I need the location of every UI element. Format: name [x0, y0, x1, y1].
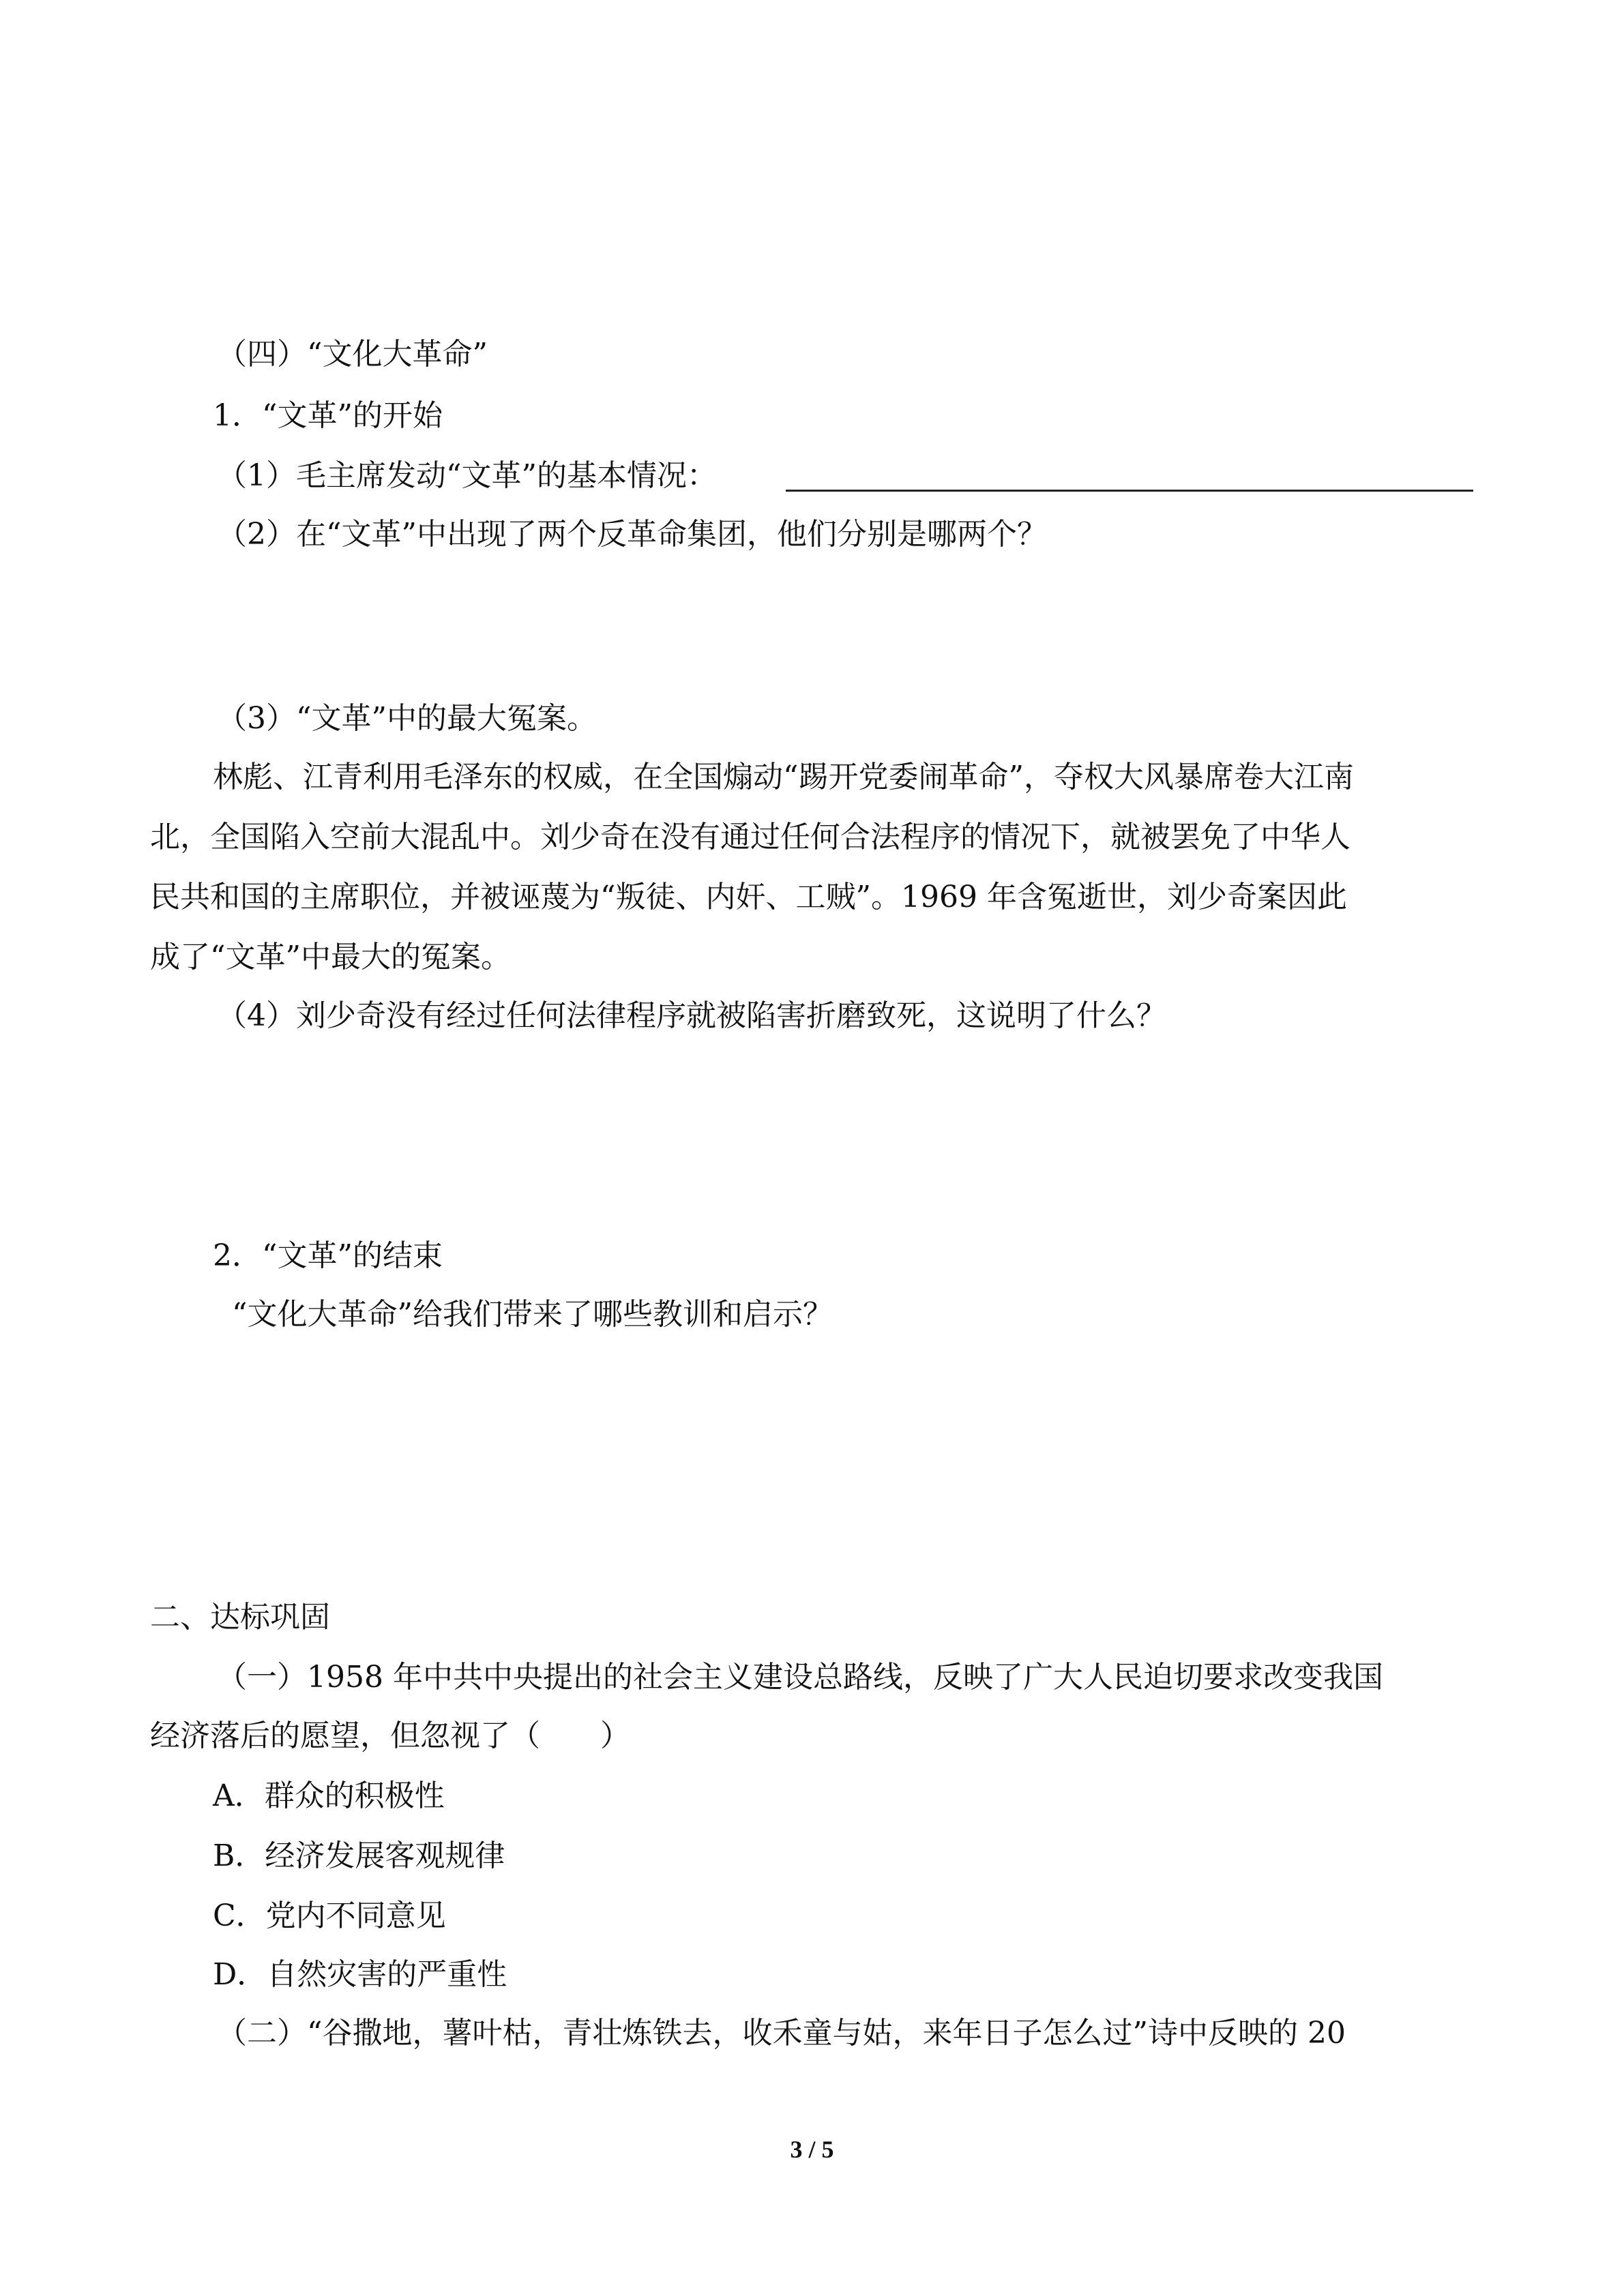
paragraph-line-3: 民共和国的主席职位，并被诬蔑为“叛徒、内奸、工贼”。1969 年含冤逝世，刘少奇案因此 [150, 880, 1347, 914]
option-b: B．经济发展客观规律 [213, 1838, 505, 1873]
paragraph-line-2: 北，全国陷入空前大混乱中。刘少奇在没有通过任何合法程序的情况下，就被罢免了中华人 [150, 820, 1350, 854]
question-3: （3）“文革”中的最大冤案。 [217, 701, 597, 736]
option-c: C．党内不同意见 [213, 1898, 446, 1933]
paragraph-line-4: 成了“文革”中最大的冤案。 [150, 940, 511, 974]
section-heading-practice: 二、达标巩固 [150, 1600, 330, 1635]
item-1-line-2: 经济落后的愿望，但忽视了（ ） [150, 1718, 630, 1753]
item-1-line-1: （一）1958 年中共中央提出的社会主义建设总路线，反映了广大人民迫切要求改变我国 [217, 1660, 1383, 1695]
paragraph-line-1: 林彪、江青利用毛泽东的权威，在全国煽动“踢开党委闹革命”，夺权大风暴席卷大江南 [213, 760, 1354, 794]
question-2: （2）在“文革”中出现了两个反革命集团，他们分别是哪两个？ [217, 517, 1047, 552]
option-a: A．群众的积极性 [213, 1778, 445, 1813]
section-heading-cultural-revolution: （四）“文化大革命” [217, 337, 488, 372]
subheading-start: 1．“文革”的开始 [213, 398, 443, 433]
option-d: D．自然灾害的严重性 [213, 1957, 507, 1992]
page-number: 3 / 5 [790, 2136, 834, 2163]
question-4: （4）刘少奇没有经过任何法律程序就被陷害折磨致死，这说明了什么？ [217, 998, 1166, 1033]
question-5: “文化大革命”给我们带来了哪些教训和启示？ [232, 1297, 833, 1332]
answer-blank-line[interactable] [786, 490, 1473, 492]
item-2-line-1: （二）“谷撒地，薯叶枯，青壮炼铁去，收禾童与姑，来年日子怎么过”诗中反映的 20 [217, 2016, 1346, 2051]
question-1: （1）毛主席发动“文革”的基本情况： [217, 458, 717, 493]
subheading-end: 2．“文革”的结束 [213, 1238, 443, 1273]
